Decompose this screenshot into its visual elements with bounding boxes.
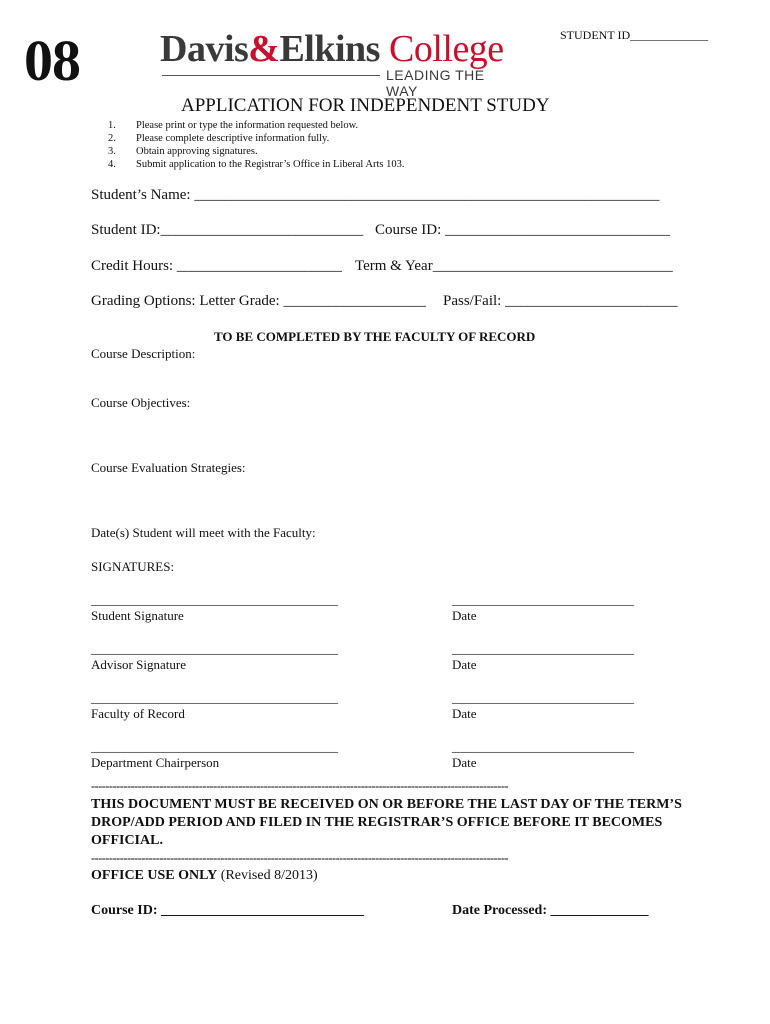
office-use-heading bbox=[91, 868, 318, 884]
course-evaluation-label: Course Evaluation Strategies: bbox=[91, 460, 246, 475]
instruction-item: 4. Submit application to the Registrar’s Office in Liberal Arts 103. bbox=[108, 159, 405, 170]
chairperson-signature-date-line[interactable]: ____________________________ bbox=[452, 739, 634, 754]
logo-tagline: LEADING THE WAY bbox=[386, 67, 485, 99]
advisor-signature-line[interactable]: ______________________________________ bbox=[91, 641, 338, 656]
faculty-of-record-label: Faculty of Record bbox=[91, 706, 185, 721]
students-name-field[interactable]: Student’s Name: ______________________________________________________________ bbox=[91, 187, 660, 203]
term-year-field[interactable]: Term & Year________________________________ bbox=[355, 258, 673, 274]
meeting-dates-label: Date(s) Student will meet with the Faculty: bbox=[91, 525, 316, 540]
date-label: Date bbox=[452, 755, 477, 770]
office-use-label: OFFICE USE ONLY bbox=[91, 868, 218, 883]
revised-date: (Revised 8/2013) bbox=[220, 868, 318, 883]
office-course-id-field[interactable]: Course ID: _____________________________ bbox=[91, 903, 364, 918]
student-signature-label: Student Signature bbox=[91, 608, 184, 623]
date-label: Date bbox=[452, 608, 477, 623]
course-description-label: Course Description: bbox=[91, 346, 196, 361]
student-signature-date-line[interactable]: ____________________________ bbox=[452, 592, 634, 607]
date-label: Date bbox=[452, 657, 477, 672]
student-id-field[interactable]: Student ID:___________________________ bbox=[91, 222, 364, 238]
logo-word-college: College bbox=[388, 28, 504, 70]
faculty-section-heading: TO BE COMPLETED BY THE FACULTY OF RECORD bbox=[214, 329, 536, 344]
logo-rule bbox=[162, 75, 380, 76]
logo-wordmark bbox=[160, 30, 504, 68]
instructions-list bbox=[108, 119, 404, 171]
student-id-header-field: STUDENT ID_____________ bbox=[560, 28, 709, 42]
submission-notice: THIS DOCUMENT MUST BE RECEIVED ON OR BEFORE THE LAST DAY OF THE TERM’S DROP/ADD PERIOD AND FILED IN THE REGISTRAR’S OFFICE BEFORE IT BECOMES OFFICIAL. bbox=[91, 797, 682, 848]
college-logo bbox=[160, 28, 512, 99]
logo-ampersand: & bbox=[248, 28, 280, 70]
page-title: APPLICATION FOR INDEPENDENT STUDY bbox=[181, 95, 550, 116]
student-signature-line[interactable]: ______________________________________ bbox=[91, 592, 338, 607]
instruction-item: 3. Obtain approving signatures. bbox=[108, 146, 258, 157]
faculty-signature-line[interactable]: ______________________________________ bbox=[91, 690, 338, 705]
divider-top: -------------------------------------------------------------------------------------------------------------------- bbox=[91, 779, 509, 793]
course-id-field[interactable]: Course ID: ______________________________ bbox=[375, 222, 670, 238]
date-label: Date bbox=[452, 706, 477, 721]
advisor-signature-date-line[interactable]: ____________________________ bbox=[452, 641, 634, 656]
course-objectives-label: Course Objectives: bbox=[91, 395, 191, 410]
logo-word-davis: Davis bbox=[160, 28, 249, 70]
chairperson-signature-line[interactable]: ______________________________________ bbox=[91, 739, 338, 754]
pass-fail-field[interactable]: Pass/Fail: _______________________ bbox=[443, 293, 678, 309]
date-processed-field[interactable]: Date Processed: ______________ bbox=[452, 903, 649, 918]
form-number: 08 bbox=[24, 28, 80, 93]
faculty-signature-date-line[interactable]: ____________________________ bbox=[452, 690, 634, 705]
letter-grade-field[interactable]: Grading Options: Letter Grade: ___________________ bbox=[91, 293, 426, 309]
advisor-signature-label: Advisor Signature bbox=[91, 657, 186, 672]
divider-bottom: -------------------------------------------------------------------------------------------------------------------- bbox=[91, 851, 509, 865]
department-chairperson-label: Department Chairperson bbox=[91, 755, 220, 770]
credit-hours-field[interactable]: Credit Hours: ______________________ bbox=[91, 258, 342, 274]
signatures-heading: SIGNATURES: bbox=[91, 559, 175, 574]
instruction-item: 2. Please complete descriptive information fully. bbox=[108, 133, 330, 144]
instruction-item: 1. Please print or type the information requested below. bbox=[108, 120, 359, 131]
logo-word-elkins: Elkins bbox=[279, 28, 380, 70]
